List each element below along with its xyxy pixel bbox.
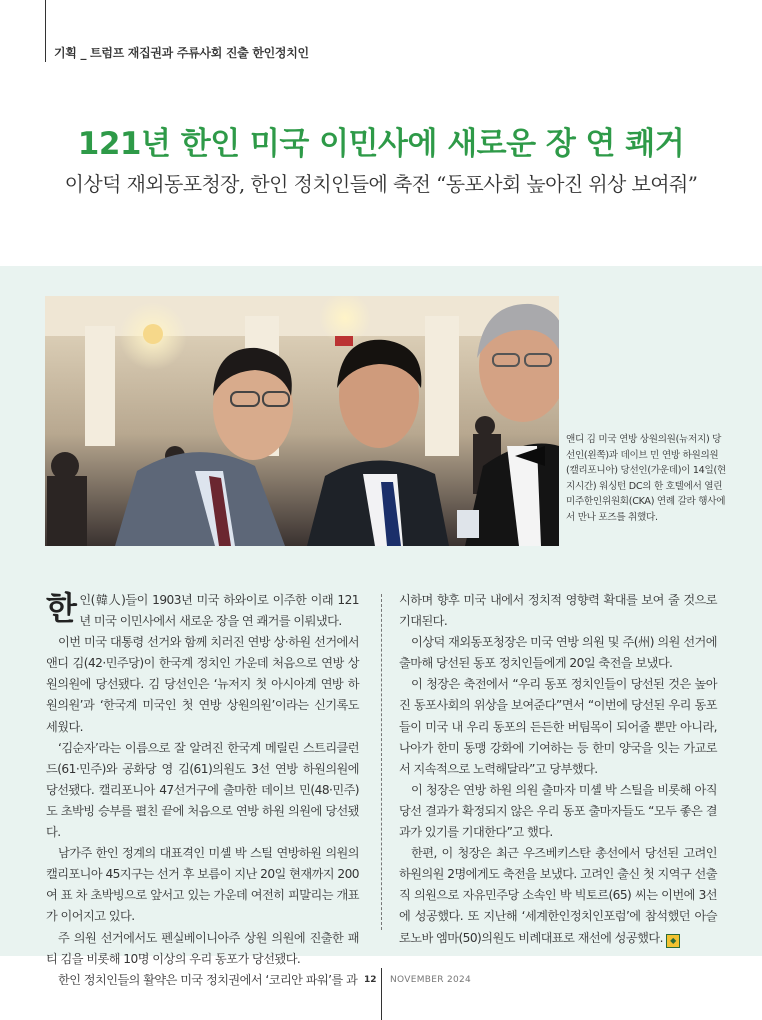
paragraph: 남가주 한인 정계의 대표격인 미셸 박 스틸 연방하원 의원의 캘리포니아 45지구는 선거 후 보름이 지난 20일 현재까지 200여 표 차 초박빙으로 앞서고 있는 가운데 여전히 피말리는 개표가 이어지고 있다.: [46, 846, 359, 924]
paragraph: 한인 정치인들의 활약은 미국 정치권에서 ‘코리안 파워’를 과: [58, 972, 358, 987]
issue-date: NOVEMBER 2024: [390, 975, 472, 985]
header-rule: [45, 0, 46, 62]
paragraph-text: 한편, 이 청장은 최근 우즈베키스탄 총선에서 당선된 고려인 하원의원 2명에게도 축전을 보냈다. 고려인 출신 첫 지역구 선출직 의원으로 자유민주당 소속인 박 빅토르(65) 씨는 이번에 3선에 성공했다. 또 지난해 ‘세계한인정치인포럼’에 참석했던 아슬로노바 엠마(50)의원도 비례대표로 재선에 성공했다.: [399, 846, 717, 945]
paragraph-text: 인(韓人)들이 1903년 미국 하와이로 이주한 이래 121년 미국 이민사에서 새로운 장을 연 쾌거를 이뤄냈다.: [79, 593, 359, 629]
footer-rule: [381, 968, 382, 1020]
dropcap: 한: [46, 589, 77, 627]
paragraph: 주 의원 선거에서도 펜실베이니아주 상원 의원에 진출한 패티 김을 비롯해 10명 이상의 우리 동포가 당선됐다.: [46, 930, 359, 966]
column-divider: [381, 594, 382, 930]
paragraph: [399, 843, 717, 948]
article-photo: [45, 296, 559, 546]
paragraph: ‘김순자’라는 이름으로 잘 알려진 한국계 메릴린 스트리클런드(61·민주)와 공화당 영 김(61)의원도 3선 연방 하원의원에 당선됐다. 캘리포니아 47선거구에 출마한 데이브 민(48·민주)도 초박빙 승부를 펼친 끝에 처음으로 연방 하원 의원에 당선됐다.: [46, 740, 359, 840]
photo-caption: 앤디 김 미국 연방 상원의원(뉴저지) 당선인(왼쪽)과 데이브 민 연방 하원의원(캘리포니아) 당선인(가운데)이 14일(현지시간) 워싱턴 DC의 한 호텔에서 열린 미주한인위원회(CKA) 연례 갈라 행사에서 만나 포즈를 취했다.: [566, 434, 726, 523]
section-label: 기획 _ 트럼프 재집권과 주류사회 진출 한인정치인: [54, 46, 309, 60]
magazine-end-icon: ◆: [666, 934, 680, 948]
subheadline: 이상덕 재외동포청장, 한인 정치인들에 축전 “동포사회 높아진 위상 보여줘”: [64, 172, 698, 196]
paragraph: 이상덕 재외동포청장은 미국 연방 의원 및 주(州) 의원 선거에 출마해 당선된 동포 정치인들에게 20일 축전을 보냈다.: [399, 635, 717, 671]
headline: 121년 한인 미국 이민사에 새로운 장 연 쾌거: [77, 126, 685, 162]
paragraph: [46, 590, 359, 632]
article-column-right: [399, 590, 717, 949]
paragraph: 이번 미국 대통령 선거와 함께 치러진 연방 상·하원 선거에서 앤디 김(42·민주당)이 한국계 정치인 가운데 처음으로 연방 상원의원에 당선됐다. 김 당선인은 ‘뉴저지 첫 아시아계 연방 하원의원’과 ‘한국계 미국인 첫 연방 상원의원’이라는 신기록도 세웠다.: [46, 635, 359, 734]
page-number: 12: [364, 975, 377, 985]
paragraph: 이 청장은 축전에서 “우리 동포 정치인들이 당선된 것은 높아진 동포사회의 위상을 보여준다”면서 “이번에 당선된 우리 동포들이 미국 내 우리 동포의 든든한 버팀목이 되어줄 뿐만 아니라, 나아가 한미 동맹 강화에 기여하는 등 한미 양국을 잇는 가교로서 지속적으로 노력해달라”고 당부했다.: [399, 677, 717, 776]
paragraph: 이 청장은 연방 하원 의원 출마자 미셸 박 스틸을 비롯해 아직 당선 결과가 확정되지 않은 우리 동포 출마자들도 “모두 좋은 결과가 있기를 기대한다”고 했다.: [399, 782, 717, 840]
paragraph: 시하며 향후 미국 내에서 정치적 영향력 확대를 보여 줄 것으로 기대된다.: [399, 593, 717, 629]
article-column-left: [46, 590, 359, 991]
